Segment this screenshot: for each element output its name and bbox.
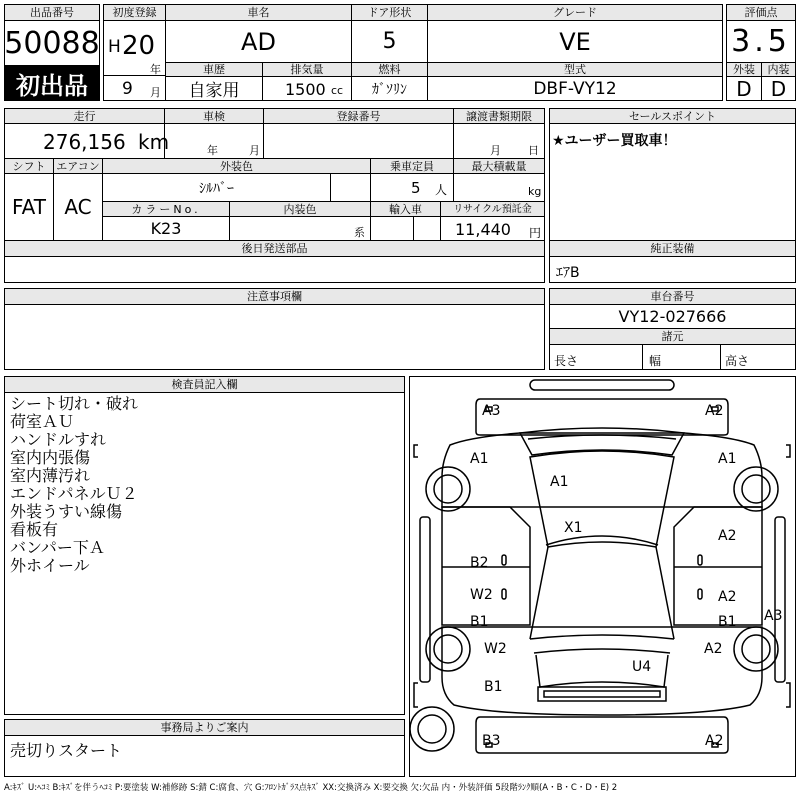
genuine-equipment-cell — [549, 256, 796, 283]
max-load-label: 最大積載量 — [453, 158, 545, 174]
displacement-cell — [262, 76, 352, 101]
inspector-note: バンパー下Ａ — [10, 538, 105, 557]
damage-code: B1 — [470, 614, 489, 630]
interior-label: 内装 — [761, 62, 796, 77]
first-reg-year: 20 — [122, 31, 156, 61]
score: 3.5 — [726, 20, 796, 63]
fuel-label: 燃料 — [351, 62, 428, 77]
inspector-note: 室内薄汚れ — [10, 466, 91, 485]
ext-color: ｼﾙﾊﾞｰ — [102, 173, 331, 202]
max-load-cell — [453, 173, 545, 202]
exterior-grade: D — [726, 76, 762, 101]
inspection-month-suffix: 月 — [249, 144, 260, 157]
dimensions-label: 諸元 — [549, 328, 796, 345]
office-notes-label: 事務局よりご案内 — [4, 719, 405, 736]
color-no: K23 — [102, 216, 230, 241]
capacity: 5 — [411, 179, 421, 197]
damage-code: A3 — [764, 608, 783, 624]
int-color-suffix: 系 — [354, 226, 365, 239]
inspector-notes-list — [10, 395, 138, 575]
import-cell-b — [413, 216, 441, 241]
damage-code: A2 — [718, 589, 737, 605]
width-cell — [642, 344, 721, 370]
history-label: 車歴 — [165, 62, 263, 77]
selling-points-label: セールスポイント — [549, 108, 796, 124]
damage-code: A1 — [718, 451, 737, 467]
recycle-fee-label: リサイクル預託金 — [440, 201, 545, 217]
exterior-label: 外装 — [726, 62, 762, 77]
damage-code: A2 — [705, 403, 724, 419]
inspector-note: 外装うすい線傷 — [10, 502, 123, 521]
car-name: AD — [165, 20, 352, 63]
recycle-fee: 11,440 — [455, 220, 511, 239]
damage-code: U4 — [632, 659, 652, 675]
inspection-label: 車検 — [164, 108, 264, 124]
notes-cell — [4, 304, 545, 370]
shift: FAT — [4, 173, 54, 241]
year-suffix: 年 — [150, 63, 161, 76]
capacity-unit: 人 — [435, 183, 448, 197]
length-label: 長さ — [554, 354, 579, 368]
interior-grade: D — [761, 76, 796, 101]
import-cell-a — [370, 216, 414, 241]
chassis-number-label: 車台番号 — [549, 288, 796, 305]
transfer-month-suffix: 月 — [490, 144, 501, 157]
later-parts-cell — [4, 256, 545, 283]
inspector-note: 外ホイール — [10, 556, 90, 575]
int-color-label: 内装色 — [229, 201, 371, 217]
inspection-cell — [164, 123, 264, 159]
capacity-cell — [370, 173, 454, 202]
inspector-note: 室内内張傷 — [10, 448, 91, 467]
width-label: 幅 — [649, 354, 662, 368]
model-code-label: 型式 — [427, 62, 723, 77]
damage-code: B2 — [470, 555, 489, 571]
displacement: 1500 — [285, 80, 326, 99]
score-label: 評価点 — [726, 4, 796, 21]
damage-code: A2 — [705, 733, 724, 749]
cc-unit: cc — [331, 84, 344, 97]
int-color-cell — [229, 216, 371, 241]
aircon-label: エアコン — [53, 158, 103, 174]
lot-number: 50088 — [4, 20, 100, 66]
reg-number-label: 登録番号 — [263, 108, 454, 124]
grade: VE — [427, 20, 723, 63]
office-note: 売切りスタート — [10, 741, 123, 760]
damage-code: A1 — [470, 451, 489, 467]
damage-code: B1 — [718, 614, 737, 630]
car-diagram — [409, 376, 796, 777]
doors: 5 — [351, 20, 428, 63]
height-cell — [720, 344, 796, 370]
damage-code: B3 — [482, 733, 501, 749]
import-label: 輸入車 — [370, 201, 441, 217]
genuine-equipment: ｴｱB — [556, 265, 580, 281]
damage-code: A3 — [482, 403, 501, 419]
damage-code: A1 — [550, 474, 569, 490]
damage-code: B1 — [484, 679, 503, 695]
inspector-note: 荷室ＡＵ — [10, 412, 75, 431]
reg-number-cell — [263, 123, 454, 159]
legend: A:ｷｽﾞ U:ﾍｺﾐ B:ｷｽﾞを伴うﾍｺﾐ P:要塗装 W:補修跡 S:錆 C:腐食、穴 G:ﾌﾛﾝﾄｶﾞﾗｽ点ｷｽﾞ XX:交換済み X:要交換 欠:欠品 内・外装評価 5段階ﾗﾝｸ順(A・B・C・D・E) 2 — [4, 783, 618, 793]
month-suffix: 月 — [150, 86, 161, 99]
displacement-label: 排気量 — [262, 62, 352, 77]
era-label: H — [108, 37, 121, 57]
first-reg-label: 初度登録 — [103, 4, 166, 21]
damage-code: A2 — [718, 528, 737, 544]
length-cell — [549, 344, 643, 370]
transfer-day-suffix: 日 — [528, 144, 539, 157]
model-code: DBF-VY12 — [427, 76, 723, 101]
height-label: 高さ — [725, 354, 750, 368]
mileage-label: 走行 — [4, 108, 165, 124]
mileage-cell — [4, 123, 170, 159]
selling-point: ★ユーザー買取車！ — [552, 133, 677, 149]
later-parts-label: 後日発送部品 — [4, 240, 545, 257]
grade-label: グレード — [427, 4, 723, 21]
first-reg-month: 9 — [122, 79, 133, 99]
lot-number-label: 出品番号 — [4, 4, 100, 21]
color-no-label: カラーNo. — [102, 201, 230, 217]
ext-color-label: 外装色 — [102, 158, 371, 174]
first-reg-year-cell — [103, 20, 166, 76]
aircon: AC — [53, 173, 103, 241]
first-listing-badge: 初出品 — [4, 65, 100, 101]
km-unit: km — [138, 130, 170, 154]
selling-points-cell — [549, 123, 796, 241]
inspector-note: シート切れ・破れ — [10, 394, 139, 413]
inspector-notes-label: 検査員記入欄 — [4, 376, 405, 393]
mileage: 276,156 — [43, 130, 126, 154]
shift-label: シフト — [4, 158, 54, 174]
chassis-number: VY12-027666 — [549, 304, 796, 329]
transfer-deadline-label: 譲渡書類期限 — [453, 108, 545, 124]
inspector-note: エンドパネルＵ２ — [10, 484, 138, 503]
yen-unit: 円 — [529, 226, 542, 240]
inspector-note: 看板有 — [10, 520, 59, 539]
office-notes-cell — [4, 735, 405, 777]
ext-color-extra — [330, 173, 371, 202]
history: 自家用 — [165, 76, 263, 101]
capacity-label: 乗車定員 — [370, 158, 454, 174]
kg-unit: kg — [528, 185, 542, 198]
door-type-label: ドア形状 — [351, 4, 428, 21]
inspection-year-suffix: 年 — [207, 144, 218, 157]
damage-code: X1 — [564, 520, 583, 536]
first-reg-month-cell — [103, 75, 166, 101]
transfer-deadline-cell — [453, 123, 545, 159]
notes-label: 注意事項欄 — [4, 288, 545, 305]
inspector-note: ハンドルすれ — [10, 430, 107, 449]
car-name-label: 車名 — [165, 4, 352, 21]
inspector-notes-cell — [4, 392, 405, 715]
fuel: ｶﾞｿﾘﾝ — [351, 76, 428, 101]
damage-code: W2 — [484, 641, 507, 657]
damage-code: A2 — [704, 641, 723, 657]
recycle-fee-cell — [440, 216, 545, 241]
damage-code: W2 — [470, 587, 493, 603]
genuine-equipment-label: 純正装備 — [549, 240, 796, 257]
